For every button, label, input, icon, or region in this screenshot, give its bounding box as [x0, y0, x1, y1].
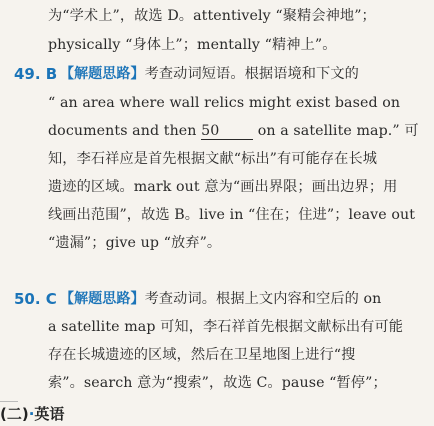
- q50-tag: 【解题思路】: [60, 291, 145, 307]
- q49-line5: 遗迹的区域。mark out 意为“画出界限；画出边界；用: [48, 179, 398, 195]
- q49-line7: “遗漏”；give up “放弃”。: [48, 235, 222, 251]
- q50-line4: 索”。search 意为“搜索”，故选 C。pause “暂停”；: [48, 375, 387, 391]
- q49-line2: “ an area where wall relics might exist based on: [48, 95, 401, 111]
- text-line: 为“学术上”，故选 D。attentively “聚精会神地”；: [48, 8, 376, 24]
- footer-dot: ·: [28, 405, 35, 423]
- q49-line4: 知，李石祥应是首先根据文献“标出”有可能存在长城: [48, 151, 378, 167]
- q49-line1: [60, 64, 359, 84]
- q50-line1: [60, 289, 381, 309]
- q50-line3: 存在长城遗迹的区域，然后在卫星地图上进行“搜: [48, 347, 356, 363]
- blank-number: 50: [201, 123, 253, 140]
- q49-line3-before: documents and then: [48, 123, 202, 139]
- footer-section: (二): [0, 405, 29, 423]
- q49-line1-text: 考查动词短语。根据语境和下文的: [144, 66, 359, 82]
- question-number-49: 49. B: [14, 65, 58, 83]
- q49-line3-after: on a satellite map.” 可: [253, 123, 419, 139]
- q49-line6: 线画出范围”，故选 B。live in “住在；住进”；leave out: [48, 207, 416, 223]
- q49-tag: 【解题思路】: [60, 66, 145, 82]
- footer-rule: [0, 401, 18, 402]
- q50-line1-text: 考查动词。根据上文内容和空后的 on: [144, 291, 382, 307]
- text-line: physically “身体上”；mentally “精神上”。: [48, 37, 337, 53]
- question-number-50: 50. C: [14, 290, 57, 308]
- footer-subject: 英语: [34, 405, 65, 423]
- page-footer: [0, 404, 64, 424]
- q50-line2: a satellite map 可知，李石祥首先根据文献标出有可能: [48, 319, 404, 335]
- q49-line3: [48, 121, 419, 141]
